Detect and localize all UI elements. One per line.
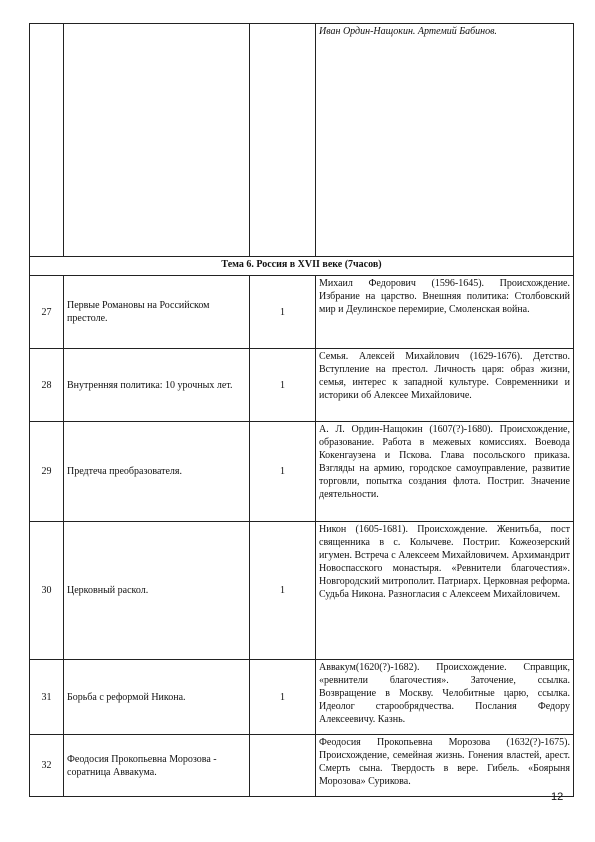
hours-cell: 1 <box>250 660 316 735</box>
table-row <box>30 735 574 797</box>
row-number-cell <box>30 24 64 257</box>
row-number-cell: 27 <box>30 276 64 349</box>
page-number: 12 <box>551 791 564 803</box>
content-cell: Иван Ордин-Нащокин. Артемий Бабинов. <box>316 24 574 257</box>
hours-cell: 1 <box>250 276 316 349</box>
hours-cell <box>250 735 316 797</box>
table-row <box>30 349 574 422</box>
hours-cell: 1 <box>250 422 316 522</box>
row-number-cell: 30 <box>30 522 64 660</box>
table-row <box>30 660 574 735</box>
topic-cell: Предтеча преобразователя. <box>64 422 250 522</box>
content-cell: Семья. Алексей Михайлович (1629-1676). Детство. Вступление на престол. Личность царя: образ жизни, семья, интерес к западной культуре. Современники и историки об Алексее Михайловиче. <box>316 349 574 422</box>
section-header-row <box>30 257 574 276</box>
hours-cell <box>250 24 316 257</box>
content-cell: Аввакум(1620(?)-1682). Происхождение. Справщик, «ревнители благочестия». Заточение, ссылка. Возвращение в Москву. Челобитные царю, ссылка. Идеолог старообрядчества. Послания Федору Алексеевичу. Казнь. <box>316 660 574 735</box>
section-title: Тема 6. Россия в XVII веке (7часов) <box>30 257 574 276</box>
content-cell: Никон (1605-1681). Происхождение. Женитьба, пост священника в с. Колычеве. Постриг. Кожеозерский игумен. Встреча с Алексеем Михайловичем. Архимандрит Новоспасского монастыря. «Ревнители благочестия». Новгородский митрополит. Патриарх. Церковная реформа. Судьба Никона. Разногласия с Алексеем Михайловичем. <box>316 522 574 660</box>
topic-cell: Внутренняя политика: 10 урочных лет. <box>64 349 250 422</box>
row-number-cell: 31 <box>30 660 64 735</box>
row-number-cell: 28 <box>30 349 64 422</box>
topic-cell: Первые Романовы на Российском престоле. <box>64 276 250 349</box>
topic-cell: Борьба с реформой Никона. <box>64 660 250 735</box>
hours-cell: 1 <box>250 349 316 422</box>
row-number-cell: 32 <box>30 735 64 797</box>
topic-cell: Церковный раскол. <box>64 522 250 660</box>
content-cell: Феодосия Прокопьевна Морозова (1632(?)-1675). Происхождение, семейная жизнь. Гонения властей, арест. Смерть сына. Твердость в вере. Гибель. «Боярыня Морозова» Сурикова. <box>316 735 574 797</box>
table-row <box>30 276 574 349</box>
hours-cell: 1 <box>250 522 316 660</box>
topic-cell <box>64 24 250 257</box>
table-row <box>30 522 574 660</box>
content-cell: Михаил Федорович (1596-1645). Происхождение. Избрание на царство. Внешняя политика: Столбовский мир и Деулинское перемирие, Смоленская война. <box>316 276 574 349</box>
table-row <box>30 24 574 257</box>
lesson-plan-table <box>29 23 574 797</box>
topic-cell: Феодосия Прокопьевна Морозова - соратница Аввакума. <box>64 735 250 797</box>
content-cell: А. Л. Ордин-Нащокин (1607(?)-1680). Происхождение, образование. Работа в межевых комиссиях. Воевода Кокенгаузена и Пскова. Глава посольского приказа. Взгляды на армию, городское самоуправление, развитие торговли, попытка создания флота. Постриг. Значение деятельности. <box>316 422 574 522</box>
row-number-cell: 29 <box>30 422 64 522</box>
table-row <box>30 422 574 522</box>
